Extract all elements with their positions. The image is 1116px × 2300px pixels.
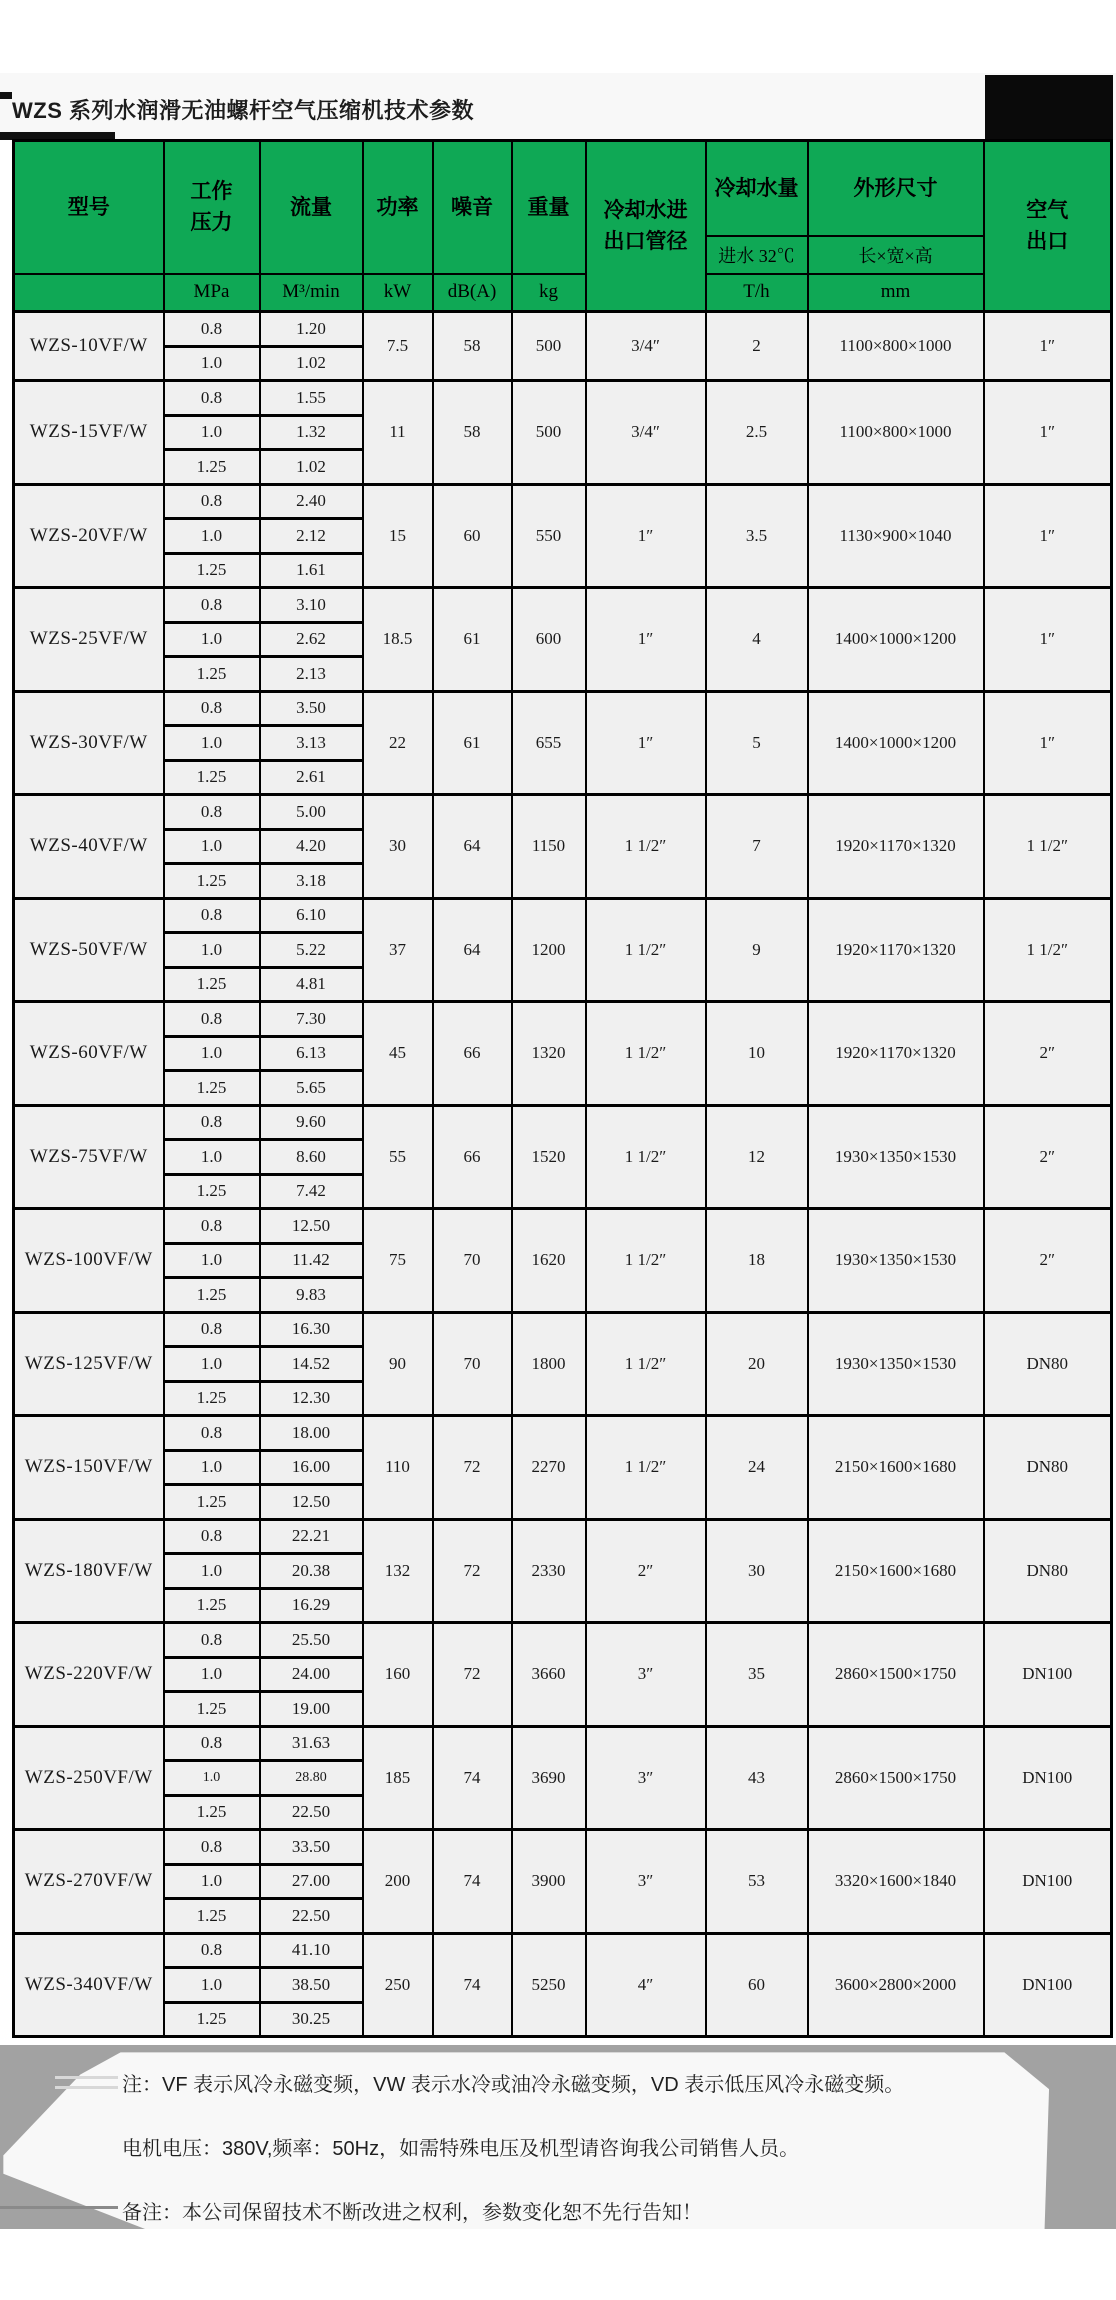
pipe-size-cell: 3″ bbox=[586, 1830, 706, 1934]
water-volume-cell: 18 bbox=[706, 1209, 808, 1313]
pipe-size-cell: 1 1/2″ bbox=[586, 1002, 706, 1106]
water-volume-cell: 2.5 bbox=[706, 381, 808, 485]
power-cell: 22 bbox=[363, 691, 433, 795]
pipe-size-cell: 1″ bbox=[586, 588, 706, 692]
model-cell: WZS-100VF/W bbox=[14, 1209, 164, 1313]
pressure-cell: 0.8 bbox=[164, 691, 260, 726]
table-row bbox=[14, 1519, 1112, 1554]
water-volume-cell: 60 bbox=[706, 1933, 808, 2037]
noise-cell: 74 bbox=[433, 1726, 512, 1830]
weight-cell: 500 bbox=[512, 312, 586, 381]
unit-kg: kg bbox=[512, 274, 586, 312]
model-cell: WZS-270VF/W bbox=[14, 1830, 164, 1934]
black-corner-box bbox=[985, 75, 1113, 140]
model-cell: WZS-150VF/W bbox=[14, 1416, 164, 1520]
pressure-cell: 1.0 bbox=[164, 1968, 260, 2003]
outlet-size-cell: 1″ bbox=[984, 381, 1112, 485]
power-cell: 185 bbox=[363, 1726, 433, 1830]
weight-cell: 1150 bbox=[512, 795, 586, 899]
noise-cell: 74 bbox=[433, 1933, 512, 2037]
power-cell: 11 bbox=[363, 381, 433, 485]
flow-cell: 30.25 bbox=[260, 2002, 363, 2037]
table-row bbox=[14, 381, 1112, 416]
pipe-size-cell: 1 1/2″ bbox=[586, 1105, 706, 1209]
power-cell: 37 bbox=[363, 898, 433, 1002]
pipe-size-cell: 1″ bbox=[586, 484, 706, 588]
flow-cell: 8.60 bbox=[260, 1140, 363, 1175]
pressure-cell: 1.0 bbox=[164, 1347, 260, 1382]
water-volume-cell: 10 bbox=[706, 1002, 808, 1106]
power-cell: 45 bbox=[363, 1002, 433, 1106]
weight-cell: 1620 bbox=[512, 1209, 586, 1313]
pressure-cell: 0.8 bbox=[164, 1519, 260, 1554]
water-volume-cell: 35 bbox=[706, 1623, 808, 1727]
pressure-cell: 1.25 bbox=[164, 760, 260, 795]
flow-cell: 5.65 bbox=[260, 1071, 363, 1106]
power-cell: 18.5 bbox=[363, 588, 433, 692]
flow-cell: 2.62 bbox=[260, 622, 363, 657]
pressure-cell: 1.0 bbox=[164, 346, 260, 381]
header-cooling-water: 冷却水量 bbox=[706, 141, 808, 236]
pipe-size-cell: 3/4″ bbox=[586, 381, 706, 485]
pipe-size-cell: 2″ bbox=[586, 1519, 706, 1623]
flow-cell: 9.83 bbox=[260, 1278, 363, 1313]
weight-cell: 1320 bbox=[512, 1002, 586, 1106]
pressure-cell: 1.0 bbox=[164, 1761, 260, 1796]
header-empty-cell bbox=[14, 274, 164, 312]
pressure-cell: 1.25 bbox=[164, 1381, 260, 1416]
noise-cell: 61 bbox=[433, 691, 512, 795]
pipe-size-cell: 4″ bbox=[586, 1933, 706, 2037]
noise-cell: 60 bbox=[433, 484, 512, 588]
unit-m3min: M³/min bbox=[260, 274, 363, 312]
pressure-cell: 1.0 bbox=[164, 1243, 260, 1278]
pressure-cell: 1.25 bbox=[164, 1588, 260, 1623]
footnote-voltage: 电机电压：380V,频率：50Hz，如需特殊电压及机型请咨询我公司销售人员。 bbox=[122, 2138, 800, 2160]
unit-kw: kW bbox=[363, 274, 433, 312]
flow-cell: 6.13 bbox=[260, 1036, 363, 1071]
flow-cell: 27.00 bbox=[260, 1864, 363, 1899]
dimensions-cell: 1100×800×1000 bbox=[808, 381, 984, 485]
flow-cell: 3.10 bbox=[260, 588, 363, 623]
power-cell: 160 bbox=[363, 1623, 433, 1727]
water-volume-cell: 4 bbox=[706, 588, 808, 692]
dimensions-cell: 1130×900×1040 bbox=[808, 484, 984, 588]
weight-cell: 550 bbox=[512, 484, 586, 588]
weight-cell: 3690 bbox=[512, 1726, 586, 1830]
water-volume-cell: 24 bbox=[706, 1416, 808, 1520]
outlet-size-cell: 2″ bbox=[984, 1002, 1112, 1106]
pressure-cell: 0.8 bbox=[164, 484, 260, 519]
outlet-size-cell: 1 1/2″ bbox=[984, 795, 1112, 899]
flow-cell: 2.13 bbox=[260, 657, 363, 692]
dimensions-cell: 1920×1170×1320 bbox=[808, 795, 984, 899]
pressure-cell: 1.0 bbox=[164, 1864, 260, 1899]
pressure-cell: 0.8 bbox=[164, 588, 260, 623]
noise-cell: 64 bbox=[433, 898, 512, 1002]
pressure-cell: 1.0 bbox=[164, 933, 260, 968]
pressure-cell: 1.0 bbox=[164, 829, 260, 864]
flow-cell: 18.00 bbox=[260, 1416, 363, 1451]
power-cell: 30 bbox=[363, 795, 433, 899]
dimensions-cell: 1400×1000×1200 bbox=[808, 588, 984, 692]
outlet-size-cell: 2″ bbox=[984, 1105, 1112, 1209]
flow-cell: 9.60 bbox=[260, 1105, 363, 1140]
pressure-cell: 0.8 bbox=[164, 1623, 260, 1658]
outlet-size-cell: DN80 bbox=[984, 1416, 1112, 1520]
model-cell: WZS-180VF/W bbox=[14, 1519, 164, 1623]
header-flow: 流量 bbox=[260, 141, 363, 274]
spec-table-body bbox=[14, 312, 1112, 2037]
model-cell: WZS-25VF/W bbox=[14, 588, 164, 692]
outlet-size-cell: DN100 bbox=[984, 1933, 1112, 2037]
flow-cell: 1.02 bbox=[260, 346, 363, 381]
dimensions-cell: 2860×1500×1750 bbox=[808, 1726, 984, 1830]
pressure-cell: 0.8 bbox=[164, 898, 260, 933]
pressure-cell: 1.25 bbox=[164, 1795, 260, 1830]
pressure-cell: 1.25 bbox=[164, 450, 260, 485]
pressure-cell: 0.8 bbox=[164, 1312, 260, 1347]
flow-cell: 25.50 bbox=[260, 1623, 363, 1658]
power-cell: 90 bbox=[363, 1312, 433, 1416]
table-row bbox=[14, 1105, 1112, 1140]
water-volume-cell: 7 bbox=[706, 795, 808, 899]
flow-cell: 20.38 bbox=[260, 1554, 363, 1589]
table-row bbox=[14, 1726, 1112, 1761]
decorative-line bbox=[55, 2086, 118, 2089]
table-row bbox=[14, 1933, 1112, 1968]
pressure-cell: 1.0 bbox=[164, 726, 260, 761]
pressure-cell: 1.25 bbox=[164, 1174, 260, 1209]
model-cell: WZS-50VF/W bbox=[14, 898, 164, 1002]
unit-th: T/h bbox=[706, 274, 808, 312]
footnote-variant-codes: 注：VF 表示风冷永磁变频，VW 表示水冷或油冷永磁变频，VD 表示低压风冷永磁变频。 bbox=[122, 2074, 905, 2096]
pipe-size-cell: 3/4″ bbox=[586, 312, 706, 381]
water-volume-cell: 12 bbox=[706, 1105, 808, 1209]
dimensions-cell: 1930×1350×1530 bbox=[808, 1209, 984, 1313]
header-model: 型号 bbox=[14, 141, 164, 274]
pressure-cell: 1.0 bbox=[164, 1657, 260, 1692]
flow-cell: 1.61 bbox=[260, 553, 363, 588]
water-volume-cell: 5 bbox=[706, 691, 808, 795]
noise-cell: 72 bbox=[433, 1519, 512, 1623]
pressure-cell: 0.8 bbox=[164, 312, 260, 347]
outlet-size-cell: DN80 bbox=[984, 1312, 1112, 1416]
pressure-cell: 1.0 bbox=[164, 622, 260, 657]
spec-table bbox=[12, 139, 1113, 2038]
flow-cell: 12.50 bbox=[260, 1485, 363, 1520]
water-volume-cell: 3.5 bbox=[706, 484, 808, 588]
flow-cell: 38.50 bbox=[260, 1968, 363, 2003]
weight-cell: 3660 bbox=[512, 1623, 586, 1727]
table-row bbox=[14, 588, 1112, 623]
flow-cell: 11.42 bbox=[260, 1243, 363, 1278]
pressure-cell: 1.0 bbox=[164, 1554, 260, 1589]
flow-cell: 5.22 bbox=[260, 933, 363, 968]
table-row bbox=[14, 1623, 1112, 1658]
pressure-cell: 0.8 bbox=[164, 1933, 260, 1968]
outlet-size-cell: 1″ bbox=[984, 312, 1112, 381]
table-row bbox=[14, 484, 1112, 519]
weight-cell: 2270 bbox=[512, 1416, 586, 1520]
flow-cell: 24.00 bbox=[260, 1657, 363, 1692]
flow-cell: 2.61 bbox=[260, 760, 363, 795]
pressure-cell: 1.0 bbox=[164, 1140, 260, 1175]
flow-cell: 7.30 bbox=[260, 1002, 363, 1037]
flow-cell: 1.32 bbox=[260, 415, 363, 450]
model-cell: WZS-220VF/W bbox=[14, 1623, 164, 1727]
header-weight: 重量 bbox=[512, 141, 586, 274]
table-row bbox=[14, 1002, 1112, 1037]
dimensions-cell: 2150×1600×1680 bbox=[808, 1519, 984, 1623]
header-cooling-pipe: 冷却水进 出口管径 bbox=[586, 141, 706, 312]
flow-cell: 3.50 bbox=[260, 691, 363, 726]
pressure-cell: 1.25 bbox=[164, 1278, 260, 1313]
flow-cell: 14.52 bbox=[260, 1347, 363, 1382]
spec-table-header bbox=[14, 141, 1112, 312]
pressure-cell: 0.8 bbox=[164, 1830, 260, 1865]
weight-cell: 1800 bbox=[512, 1312, 586, 1416]
flow-cell: 31.63 bbox=[260, 1726, 363, 1761]
power-cell: 15 bbox=[363, 484, 433, 588]
flow-cell: 4.81 bbox=[260, 967, 363, 1002]
flow-cell: 1.02 bbox=[260, 450, 363, 485]
noise-cell: 58 bbox=[433, 381, 512, 485]
flow-cell: 12.30 bbox=[260, 1381, 363, 1416]
outlet-size-cell: 1″ bbox=[984, 588, 1112, 692]
noise-cell: 66 bbox=[433, 1002, 512, 1106]
table-row bbox=[14, 1416, 1112, 1451]
flow-cell: 1.55 bbox=[260, 381, 363, 416]
model-cell: WZS-20VF/W bbox=[14, 484, 164, 588]
pressure-cell: 1.25 bbox=[164, 2002, 260, 2037]
pressure-cell: 0.8 bbox=[164, 1416, 260, 1451]
pressure-cell: 0.8 bbox=[164, 1209, 260, 1244]
noise-cell: 70 bbox=[433, 1209, 512, 1313]
dimensions-cell: 1400×1000×1200 bbox=[808, 691, 984, 795]
power-cell: 110 bbox=[363, 1416, 433, 1520]
flow-cell: 22.50 bbox=[260, 1795, 363, 1830]
pressure-cell: 0.8 bbox=[164, 381, 260, 416]
noise-cell: 72 bbox=[433, 1623, 512, 1727]
water-volume-cell: 53 bbox=[706, 1830, 808, 1934]
flow-cell: 2.40 bbox=[260, 484, 363, 519]
page-title: WZS 系列水润滑无油螺杆空气压缩机技术参数 bbox=[12, 98, 474, 123]
flow-cell: 5.00 bbox=[260, 795, 363, 830]
noise-cell: 66 bbox=[433, 1105, 512, 1209]
flow-cell: 16.29 bbox=[260, 1588, 363, 1623]
outlet-size-cell: 1″ bbox=[984, 484, 1112, 588]
model-cell: WZS-40VF/W bbox=[14, 795, 164, 899]
flow-cell: 22.50 bbox=[260, 1899, 363, 1934]
header-row-units bbox=[14, 274, 1112, 312]
flow-cell: 16.00 bbox=[260, 1450, 363, 1485]
pressure-cell: 1.25 bbox=[164, 1071, 260, 1106]
header-working-pressure: 工作 压力 bbox=[164, 141, 260, 274]
header-air-outlet: 空气 出口 bbox=[984, 141, 1112, 312]
weight-cell: 600 bbox=[512, 588, 586, 692]
table-row bbox=[14, 898, 1112, 933]
decorative-line bbox=[0, 2206, 118, 2209]
noise-cell: 70 bbox=[433, 1312, 512, 1416]
pipe-size-cell: 3″ bbox=[586, 1726, 706, 1830]
model-cell: WZS-10VF/W bbox=[14, 312, 164, 381]
dimensions-cell: 1920×1170×1320 bbox=[808, 898, 984, 1002]
pipe-size-cell: 3″ bbox=[586, 1623, 706, 1727]
title-tick-mark bbox=[0, 92, 12, 99]
flow-cell: 4.20 bbox=[260, 829, 363, 864]
table-row bbox=[14, 312, 1112, 347]
weight-cell: 5250 bbox=[512, 1933, 586, 2037]
header-dimensions: 外形尺寸 bbox=[808, 141, 984, 236]
pipe-size-cell: 1 1/2″ bbox=[586, 1209, 706, 1313]
flow-cell: 22.21 bbox=[260, 1519, 363, 1554]
weight-cell: 3900 bbox=[512, 1830, 586, 1934]
pressure-cell: 1.25 bbox=[164, 1485, 260, 1520]
unit-dba: dB(A) bbox=[433, 274, 512, 312]
pressure-cell: 1.0 bbox=[164, 1450, 260, 1485]
flow-cell: 3.18 bbox=[260, 864, 363, 899]
outlet-size-cell: DN80 bbox=[984, 1519, 1112, 1623]
power-cell: 200 bbox=[363, 1830, 433, 1934]
model-cell: WZS-15VF/W bbox=[14, 381, 164, 485]
weight-cell: 1200 bbox=[512, 898, 586, 1002]
pressure-cell: 1.25 bbox=[164, 553, 260, 588]
flow-cell: 16.30 bbox=[260, 1312, 363, 1347]
dimensions-cell: 2150×1600×1680 bbox=[808, 1416, 984, 1520]
header-water-inlet-temp: 进水 32℃ bbox=[706, 236, 808, 274]
pressure-cell: 0.8 bbox=[164, 1726, 260, 1761]
flow-cell: 3.13 bbox=[260, 726, 363, 761]
pressure-cell: 1.0 bbox=[164, 415, 260, 450]
pressure-cell: 1.25 bbox=[164, 1899, 260, 1934]
flow-cell: 28.80 bbox=[260, 1761, 363, 1796]
outlet-size-cell: DN100 bbox=[984, 1623, 1112, 1727]
pressure-cell: 1.0 bbox=[164, 519, 260, 554]
power-cell: 75 bbox=[363, 1209, 433, 1313]
outlet-size-cell: DN100 bbox=[984, 1830, 1112, 1934]
header-lwh: 长×宽×高 bbox=[808, 236, 984, 274]
power-cell: 7.5 bbox=[363, 312, 433, 381]
flow-cell: 2.12 bbox=[260, 519, 363, 554]
noise-cell: 64 bbox=[433, 795, 512, 899]
footnote-disclaimer: 备注：本公司保留技术不断改进之权利，参数变化恕不先行告知！ bbox=[122, 2202, 702, 2224]
model-cell: WZS-75VF/W bbox=[14, 1105, 164, 1209]
weight-cell: 1520 bbox=[512, 1105, 586, 1209]
header-noise: 噪音 bbox=[433, 141, 512, 274]
weight-cell: 2330 bbox=[512, 1519, 586, 1623]
dimensions-cell: 1100×800×1000 bbox=[808, 312, 984, 381]
weight-cell: 500 bbox=[512, 381, 586, 485]
decorative-line bbox=[55, 2076, 118, 2079]
unit-mm: mm bbox=[808, 274, 984, 312]
weight-cell: 655 bbox=[512, 691, 586, 795]
power-cell: 250 bbox=[363, 1933, 433, 2037]
dimensions-cell: 2860×1500×1750 bbox=[808, 1623, 984, 1727]
pressure-cell: 1.25 bbox=[164, 864, 260, 899]
pressure-cell: 0.8 bbox=[164, 795, 260, 830]
dimensions-cell: 3600×2800×2000 bbox=[808, 1933, 984, 2037]
flow-cell: 1.20 bbox=[260, 312, 363, 347]
water-volume-cell: 2 bbox=[706, 312, 808, 381]
outlet-size-cell: DN100 bbox=[984, 1726, 1112, 1830]
pressure-cell: 0.8 bbox=[164, 1002, 260, 1037]
dimensions-cell: 1930×1350×1530 bbox=[808, 1105, 984, 1209]
pipe-size-cell: 1 1/2″ bbox=[586, 1416, 706, 1520]
model-cell: WZS-340VF/W bbox=[14, 1933, 164, 2037]
noise-cell: 74 bbox=[433, 1830, 512, 1934]
table-row bbox=[14, 1312, 1112, 1347]
noise-cell: 61 bbox=[433, 588, 512, 692]
noise-cell: 58 bbox=[433, 312, 512, 381]
model-cell: WZS-250VF/W bbox=[14, 1726, 164, 1830]
table-row bbox=[14, 795, 1112, 830]
unit-mpa: MPa bbox=[164, 274, 260, 312]
flow-cell: 41.10 bbox=[260, 1933, 363, 1968]
water-volume-cell: 43 bbox=[706, 1726, 808, 1830]
outlet-size-cell: 1″ bbox=[984, 691, 1112, 795]
pipe-size-cell: 1 1/2″ bbox=[586, 1312, 706, 1416]
dimensions-cell: 3320×1600×1840 bbox=[808, 1830, 984, 1934]
pressure-cell: 1.25 bbox=[164, 1692, 260, 1727]
pipe-size-cell: 1 1/2″ bbox=[586, 795, 706, 899]
model-cell: WZS-30VF/W bbox=[14, 691, 164, 795]
pressure-cell: 1.25 bbox=[164, 967, 260, 1002]
water-volume-cell: 30 bbox=[706, 1519, 808, 1623]
water-volume-cell: 20 bbox=[706, 1312, 808, 1416]
header-power: 功率 bbox=[363, 141, 433, 274]
pressure-cell: 1.25 bbox=[164, 657, 260, 692]
power-cell: 55 bbox=[363, 1105, 433, 1209]
table-row bbox=[14, 1830, 1112, 1865]
flow-cell: 12.50 bbox=[260, 1209, 363, 1244]
water-volume-cell: 9 bbox=[706, 898, 808, 1002]
flow-cell: 33.50 bbox=[260, 1830, 363, 1865]
flow-cell: 19.00 bbox=[260, 1692, 363, 1727]
outlet-size-cell: 1 1/2″ bbox=[984, 898, 1112, 1002]
dimensions-cell: 1930×1350×1530 bbox=[808, 1312, 984, 1416]
pipe-size-cell: 1 1/2″ bbox=[586, 898, 706, 1002]
model-cell: WZS-125VF/W bbox=[14, 1312, 164, 1416]
pipe-size-cell: 1″ bbox=[586, 691, 706, 795]
table-row bbox=[14, 691, 1112, 726]
pressure-cell: 1.0 bbox=[164, 1036, 260, 1071]
header-row-1 bbox=[14, 141, 1112, 236]
power-cell: 132 bbox=[363, 1519, 433, 1623]
table-row bbox=[14, 1209, 1112, 1244]
outlet-size-cell: 2″ bbox=[984, 1209, 1112, 1313]
dimensions-cell: 1920×1170×1320 bbox=[808, 1002, 984, 1106]
noise-cell: 72 bbox=[433, 1416, 512, 1520]
flow-cell: 6.10 bbox=[260, 898, 363, 933]
model-cell: WZS-60VF/W bbox=[14, 1002, 164, 1106]
pressure-cell: 0.8 bbox=[164, 1105, 260, 1140]
flow-cell: 7.42 bbox=[260, 1174, 363, 1209]
